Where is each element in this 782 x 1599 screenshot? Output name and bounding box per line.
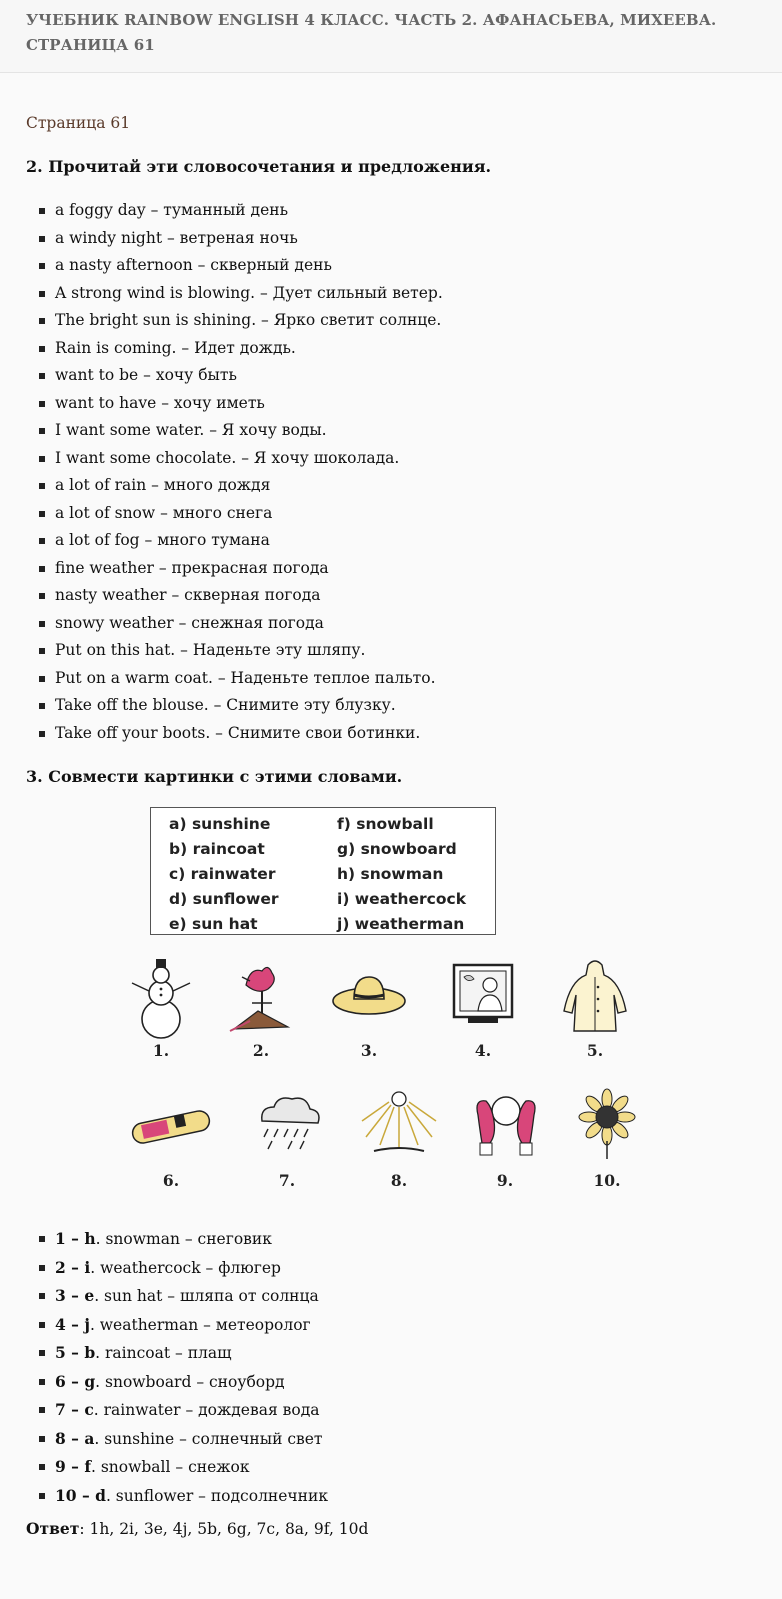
list-item: fine weather – прекрасная погода	[26, 555, 756, 583]
weathercock-icon	[216, 955, 306, 1041]
sunshine-icon	[354, 1085, 444, 1171]
answer-item	[26, 1453, 756, 1482]
list-item: The bright sun is shining. – Ярко светит солнце.	[26, 307, 756, 335]
word-option: j) weatherman	[337, 915, 465, 933]
picture-7	[242, 1085, 332, 1195]
list-item: nasty weather – скверная погода	[26, 582, 756, 610]
picture-number: 10.	[593, 1171, 621, 1190]
list-item: I want some water. – Я хочу воды.	[26, 417, 756, 445]
answer-key: 5 – b	[55, 1343, 96, 1362]
list-item: I want some chocolate. – Я хочу шоколада.	[26, 445, 756, 473]
list-item: Put on this hat. – Наденьте эту шляпу.	[26, 637, 756, 665]
word-column-right	[337, 812, 466, 937]
snowball-mittens-icon	[460, 1085, 550, 1171]
picture-number: 5.	[586, 1041, 604, 1060]
list-item: a lot of fog – много тумана	[26, 527, 756, 555]
answer-item	[26, 1254, 756, 1283]
answer-key: 2 – i	[55, 1257, 91, 1277]
word-option: i) weathercock	[337, 890, 467, 908]
list-item: A strong wind is blowing. – Дует сильный ветер.	[26, 280, 756, 308]
word-option: c) rainwater	[169, 865, 276, 883]
answer-item	[26, 1339, 756, 1368]
answer-key: 1 – h	[55, 1229, 96, 1248]
exercise-2-title: 2. Прочитай эти словосочетания и предложения.	[26, 157, 492, 176]
picture-number: 1.	[152, 1041, 170, 1060]
list-item: Take off your boots. – Снимите свои ботинки.	[26, 720, 756, 748]
answer-item	[26, 1311, 756, 1340]
answer-text: . snowboard – сноуборд	[95, 1372, 285, 1391]
raincoat-icon	[550, 955, 640, 1041]
sun-hat-icon	[324, 955, 414, 1041]
picture-2	[216, 955, 306, 1065]
list-item: snowy weather – снежная погода	[26, 610, 756, 638]
article-content	[0, 73, 782, 1599]
list-item: Take off the blouse. – Снимите эту блузку.	[26, 692, 756, 720]
answer-key: 8 – a	[55, 1428, 95, 1448]
weatherman-tv-icon	[438, 955, 528, 1041]
answer-item	[26, 1225, 756, 1254]
rain-cloud-icon	[242, 1085, 332, 1171]
answer-key: 6 – g	[55, 1371, 96, 1391]
page-label: Страница 61	[26, 114, 131, 132]
answer-text: . snowman – снеговик	[95, 1230, 272, 1248]
answer-text: . sun hat – шляпа от солнца	[94, 1287, 319, 1305]
picture-6	[126, 1085, 216, 1195]
picture-number: 7.	[278, 1171, 296, 1190]
page-title: УЧЕБНИК RAINBOW ENGLISH 4 КЛАСС. ЧАСТЬ 2. АФАНАСЬЕВА, МИХЕЕВА. СТРАНИЦА 61	[26, 11, 717, 54]
picture-10	[562, 1085, 652, 1195]
list-item: Rain is coming. – Идет дождь.	[26, 335, 756, 363]
answer-item	[26, 1396, 756, 1425]
answer-text: . weatherman – метеоролог	[89, 1315, 311, 1334]
word-column-left	[169, 812, 278, 937]
word-option: b) raincoat	[169, 840, 265, 858]
word-option: g) snowboard	[337, 840, 457, 858]
word-option: h) snowman	[337, 865, 444, 883]
page-header	[0, 0, 782, 73]
answer-text: . raincoat – плащ	[95, 1344, 232, 1362]
picture-number: 4.	[474, 1041, 492, 1060]
word-box	[150, 807, 496, 935]
word-option: a) sunshine	[169, 815, 271, 833]
picture-number: 8.	[390, 1171, 408, 1190]
snowman-icon	[116, 955, 206, 1041]
word-option: f) snowball	[337, 815, 434, 833]
list-item: want to be – хочу быть	[26, 362, 756, 390]
final-answer	[26, 1518, 756, 1540]
picture-number: 3.	[360, 1041, 378, 1060]
answer-text: . weathercock – флюгер	[90, 1258, 281, 1277]
list-item: a lot of rain – много дождя	[26, 472, 756, 500]
picture-9	[460, 1085, 550, 1195]
answer-item	[26, 1482, 756, 1511]
answer-item	[26, 1425, 756, 1454]
list-item: a nasty afternoon – скверный день	[26, 252, 756, 280]
list-item: a foggy day – туманный день	[26, 197, 756, 225]
picture-number: 2.	[252, 1041, 270, 1060]
exercise-3-title: 3. Совмести картинки с этими словами.	[26, 767, 403, 786]
picture-number: 6.	[162, 1171, 180, 1190]
exercise-2-list	[26, 197, 756, 747]
final-answer-text: : 1h, 2i, 3e, 4j, 5b, 6g, 7c, 8a, 9f, 10d	[79, 1520, 369, 1538]
answers-list	[26, 1225, 756, 1510]
list-item: want to have – хочу иметь	[26, 390, 756, 418]
answer-text: . sunshine – солнечный свет	[94, 1429, 323, 1448]
answer-key: 4 – j	[55, 1314, 90, 1334]
list-item: a lot of snow – много снега	[26, 500, 756, 528]
exercise-3-image	[26, 807, 756, 1219]
answer-key: 9 – f	[55, 1457, 91, 1476]
answer-text: . rainwater – дождевая вода	[93, 1401, 320, 1419]
picture-1	[116, 955, 206, 1065]
list-item: Put on a warm coat. – Наденьте теплое пальто.	[26, 665, 756, 693]
picture-number: 9.	[496, 1171, 514, 1190]
answer-text: . sunflower – подсолнечник	[105, 1486, 329, 1505]
answer-key: 7 – c	[55, 1400, 94, 1419]
answer-item	[26, 1368, 756, 1397]
picture-4	[438, 955, 528, 1065]
picture-3	[324, 955, 414, 1065]
word-option: d) sunflower	[169, 890, 279, 908]
answer-key: 10 – d	[55, 1485, 106, 1505]
answer-item	[26, 1282, 756, 1311]
snowboard-icon	[126, 1085, 216, 1171]
list-item: a windy night – ветреная ночь	[26, 225, 756, 253]
sunflower-icon	[562, 1085, 652, 1171]
answer-text: . snowball – снежок	[91, 1458, 250, 1476]
word-option: e) sun hat	[169, 915, 258, 933]
final-answer-label: Ответ	[26, 1519, 80, 1538]
picture-8	[354, 1085, 444, 1195]
answer-key: 3 – e	[55, 1286, 95, 1305]
picture-5	[550, 955, 640, 1065]
